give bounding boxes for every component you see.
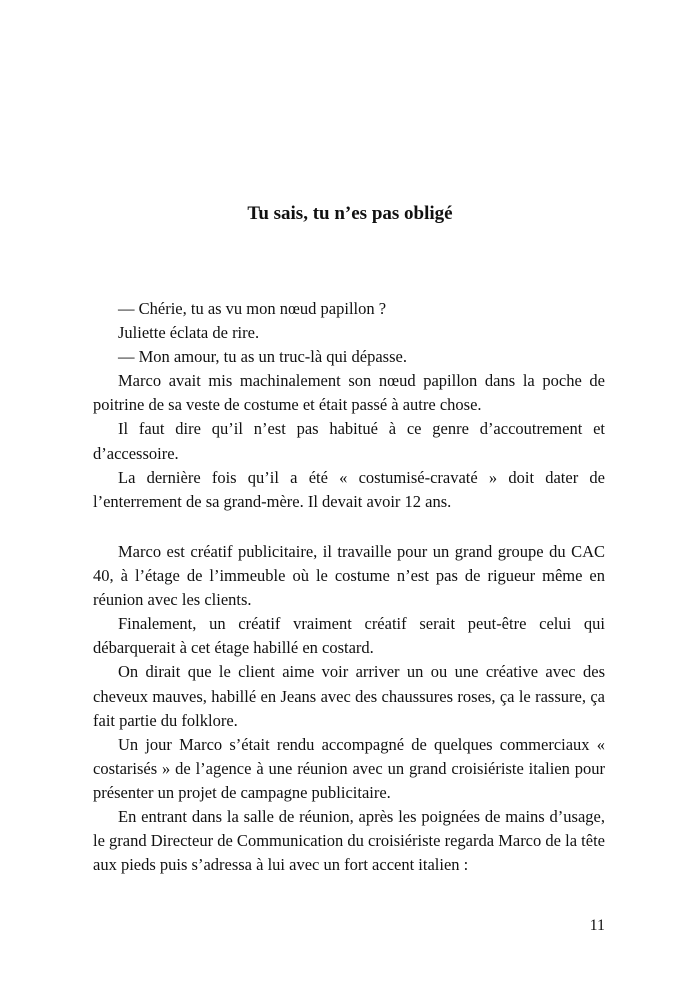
paragraph: — Chérie, tu as vu mon nœud papillon ? [118, 299, 387, 318]
page-number: 11 [589, 917, 605, 934]
paragraph: Finalement, un créatif vraiment créatif serait peut-être celui qui débarquerait à cet étage habillé en costard. [93, 614, 605, 658]
paragraph: Marco est créatif publicitaire, il travaille pour un grand groupe du CAC 40, à l’étage de l’immeuble où le costume n’est pas de rigueur même en réunion avec les clients. [93, 542, 605, 610]
paragraph: La dernière fois qu’il a été « costumisé-cravaté » doit dater de l’enterrement de sa grand-mère. Il devait avoir 12 ans. [93, 467, 605, 511]
paragraph: Juliette éclata de rire. [118, 323, 260, 343]
body-section-2 [93, 540, 605, 877]
paragraph: Il faut dire qu’il n’est pas habitué à ce genre d’accoutrement et d’accessoire. [93, 419, 605, 463]
body-section-1 [93, 297, 605, 514]
paragraph: On dirait que le client aime voir arriver un ou une créative avec des cheveux mauves, habillé en Jeans avec des chaussures roses, ça le rassure, ça fait partie du folklore. [93, 662, 605, 730]
paragraph: Marco avait mis machinalement son nœud papillon dans la poche de poitrine de sa veste de costume et était passé à autre chose. [93, 371, 605, 415]
chapter-title: Tu sais, tu n’es pas obligé [247, 203, 453, 224]
paragraph: Un jour Marco s’était rendu accompagné de quelques commerciaux « costarisés » de l’agence à une réunion avec un grand croisiériste italien pour présenter un projet de campagne publicitaire. [93, 734, 605, 802]
paragraph: — Mon amour, tu as un truc-là qui dépasse. [118, 347, 407, 367]
paragraph: En entrant dans la salle de réunion, après les poignées de mains d’usage, le grand Directeur de Communication du croisiériste regarda Marco de la tête aux pieds puis s’adressa à lui avec un fort accent italien : [93, 807, 605, 875]
